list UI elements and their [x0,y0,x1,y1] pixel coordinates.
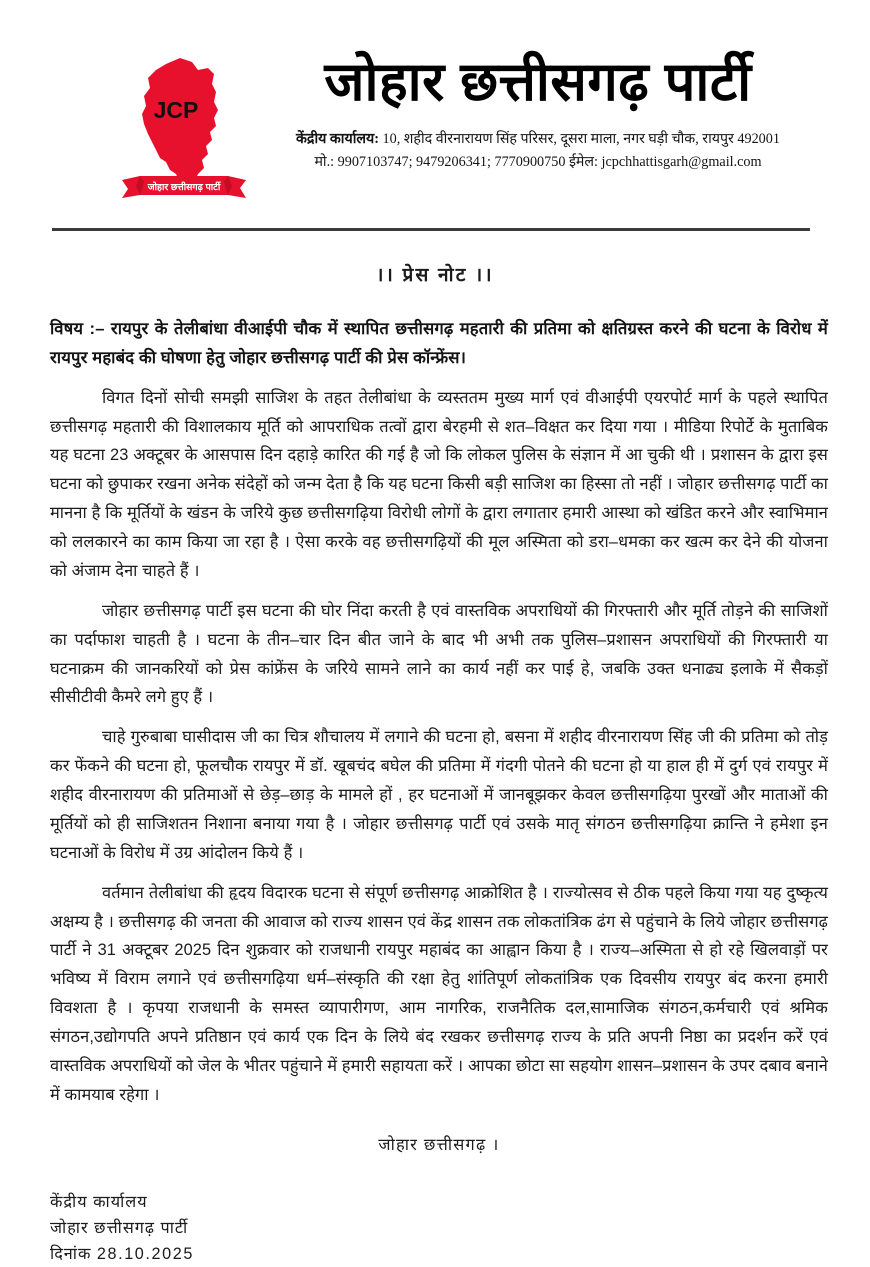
signature-block [50,1189,828,1267]
subject-line: विषय :– रायपुर के तेलीबांधा वीआईपी चौक में स्थापित छत्तीसगढ़ महतारी की प्रतिमा को क्षतिग्रस्त करने की घटना के विरोध में रायपुर महाबंद की घोषणा हेतु जोहार छत्तीसगढ़ पार्टी की प्रेस कॉन्फ्रेंस। [50,319,828,367]
body-paragraph: विगत दिनों सोची समझी साजिश के तहत तेलीबांधा के व्यस्ततम मुख्य मार्ग एवं वीआईपी एयरपोर्ट मार्ग के पहले स्थापित छत्तीसगढ़ महतारी की विशालकाय मूर्ति को आपराधिक तत्वों द्वारा बेरहमी से शत–विक्षत कर दिया गया । मीडिया रिपोर्टे के मुताबिक यह घटना 23 अक्टूबर के आसपास दिन दहाड़े कारित की गई है जो कि लोकल पुलिस के संज्ञान में आ चुकी थी । प्रशासन के द्वारा इस घटना को छुपाकर रखना अनेक संदेहों को जन्म देता है कि यह घटना किसी बड़ी साजिश का हिस्सा तो नहीं । जोहार छत्तीसगढ़ पार्टी का मानना है कि मूर्तियों के खंडन के जरिये कुछ छत्तीसगढ़िया विरोधी लोगों के द्वारा लगातार हमारी आस्था को खंडित करने और स्वाभिमान को ललकारने का काम किया जा रहा है । ऐसा करके वह छत्तीसगढ़ियों की मूल अस्मिता को डरा–धमका कर खत्म कर देने की योजना को अंजाम देना चाहते हैं । [50,388,828,580]
letterhead-text [250,48,808,174]
chhattisgarh-map-logo-icon [118,52,250,210]
letterhead-address [268,128,808,174]
body-paragraph: चाहे गुरुबाबा घासीदास जी का चित्र शौचालय में लगाने की घटना हो, बसना में शहीद वीरनारायण सिंह जी की प्रतिमा को तोड़ कर फेंकने की घटना हो, फूलचौक रायपुर में डॉ. खूबचंद बघेल की प्रतिमा में गंदगी पोतने की घटना हो या हाल ही में दुर्ग एवं रायपुर में शहीद वीरनारायण की प्रतिमाओं से छेड़–छाड़ के मामले हों , हर घटनाओं में जानबूझकर केवल छत्तीसगढ़िया पुरखों और माताओं की मूर्तियों को ही साजिशतन निशाना बनाया गया है । जोहार छत्तीसगढ़ पार्टी एवं उसके मातृ संगठन छत्तीसगढ़िया क्रान्ति ने हमेशा इन घटनाओं के विरोध में उग्र आंदोलन किये हैं । [50,728,828,862]
footer-date-label: दिनांक [50,1245,92,1264]
page-title: ।। प्रेस नोट ।। [376,265,494,286]
footer-date [50,1241,828,1267]
footer-date-value: 28.10.2025 [96,1245,194,1264]
organization-title: जोहार छत्तीसगढ़ पार्टी [324,52,752,112]
party-logo [118,52,250,210]
letterhead [0,0,870,210]
body-paragraph: जोहार छत्तीसगढ़ पार्टी इस घटना की घोर निंदा करती है एवं वास्तविक अपराधियों की गिरफ्तारी और मूर्ति तोड़ने की साजिशों का पर्दाफाश चाहती है । घटना के तीन–चार दिन बीत जाने के बाद भी अभी तक पुलिस–प्रशासन अपराधियों की गिरफ्तारी या घटनाक्रम की जानकरियों को प्रेस कांफ्रेंस के जरिये सामने लाने का कार्य नहीं कर पाई हे, जबकि उक्त धनाढ्य इलाके में सैकड़ों सीसीटीवी कैमरे लगे हुए हैं । [50,601,828,707]
signoff-line: जोहार छत्तीसगढ़ । [378,1135,500,1154]
office-address-value: 10, शहीद वीरनारायण सिंह परिसर, दूसरा माला, नगर घड़ी चौक, रायपुर 492001 [378,131,780,148]
contact-line: मो.: 9907103747; 9479206341; 7770900750 ईमेल: jcpchhattisgarh@gmail.com [314,154,762,171]
footer-party: जोहार छत्तीसगढ़ पार्टी [50,1218,189,1237]
document-body [0,315,870,1267]
body-paragraph: वर्तमान तेलीबांधा की हृदय विदारक घटना से संपूर्ण छत्तीसगढ़ आक्रोशित है । राज्योत्सव से ठीक पहले किया गया यह दुष्कृत्य अक्षम्य है । छत्तीसगढ़ की जनता की आवाज को राज्य शासन एवं केंद्र शासन तक लोकतांत्रिक ढंग से पहुंचाने के लिये जोहार छत्तीसगढ़ पार्टी ने 31 अक्टूबर 2025 दिन शुक्रवार को राजधानी रायपुर महाबंद का आह्वान किया है । राज्य–अस्मिता से हो रहे खिलवाड़ों पर भविष्य में विराम लगाने एवं छत्तीसगढ़िया धर्म–संस्कृति की रक्षा हेतु शांतिपूर्ण लोकतांत्रिक एक दिवसीय रायपुर बंद करना हमारी विवशता है । कृपया राजधानी के समस्त व्यापारीगण, आम नागरिक, राजनैतिक दल,सामाजिक संगठन,कर्मचारी एवं श्रमिक संगठन,उद्योगपति अपने प्रतिष्ठान एवं कार्य एक दिन के लिये बंद रखकर छत्तीसगढ़ राज्य के प्रति अपनी निष्ठा का प्रदर्शन करें एवं वास्तविक अपराधियों को जेल के भीतर पहुंचाने में हमारी सहायता करें । आपका छोटा सा सहयोग शासन–प्रशासन के उपर दबाव बनाने में कामयाब रहेगा । [50,883,828,1104]
header-divider-rule [52,228,810,231]
office-address-line [268,128,808,151]
logo-ribbon-text: जोहार छत्तीसगढ़ पार्टी [147,182,221,192]
logo-monogram: JCP [153,97,199,123]
footer-office: केंद्रीय कार्यालय [50,1192,148,1211]
office-address-label: केंद्रीय कार्यालय: [296,131,379,148]
